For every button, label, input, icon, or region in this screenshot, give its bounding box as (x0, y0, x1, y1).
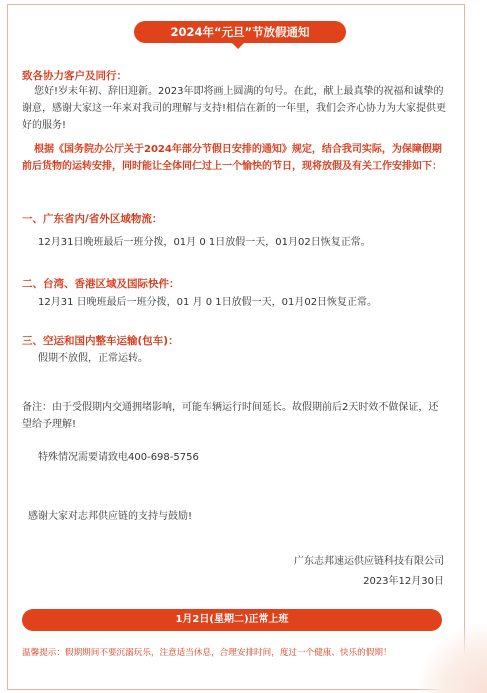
section-body-international: 12月31 日晚班最后一班分拨，01 月 0 1日放假一天，01月02日恢复正常。 (38, 297, 378, 308)
warm-tip: 温馨提示：假期期间不要沉溺玩乐，注意适当休息，合理安排时间，度过一个健康、快乐的假期！ (22, 648, 392, 658)
company-name: 广东志邦速运供应链科技有限公司 (294, 556, 444, 567)
section-title-guangdong: 一、广东省内/省外区域物流： (22, 213, 163, 225)
intro-paragraph: 您好!岁末年初、辞旧迎新。2023年即将画上圆满的句号。在此，献上最真挚的祝福和诚挚的谢意，感谢大家这一年来对我司的理解与支持!相信在新的一年里，我们会齐心协力为大家提供更好的服务! (22, 86, 447, 131)
section-body-guangdong: 12月31日晚班最后一班分拨，01月 0 1日放假一天，01月02日恢复正常。 (38, 237, 371, 248)
greeting: 致各协力客户及同行： (22, 70, 127, 82)
section-title-international: 二、台湾、香港区域及国际快件： (22, 278, 180, 290)
remark-paragraph: 备注：由于受假期内交通拥堵影响，可能车辆运行时间延长。故假期前后2天时效不做保证，还望给予理解! (22, 402, 439, 430)
thanks-line: 感谢大家对志邦供应链的支持与鼓励! (28, 511, 193, 522)
special-contact: 特殊情况需要请致电400-698-5756 (38, 452, 199, 463)
title-banner: 2024年“元旦”节放假通知 (134, 21, 346, 43)
corner-decoration (417, 623, 487, 693)
section-body-air: 假期不放假，正常运转。 (38, 353, 148, 364)
resume-work-banner: 1月2日(星期二)正常上班 (22, 609, 442, 631)
issue-date: 2023年12月30日 (363, 576, 444, 587)
notice-paragraph: 根据《国务院办公厅关于2024年部分节假日安排的通知》规定，结合我司实际，为保障假期前后货物的运转安排，同时能让全体同仁过上一个愉快的节日，现将放假及有关工作安排如下： (22, 144, 442, 172)
section-title-air: 三、空运和国内整车运输(包车)： (22, 335, 179, 347)
